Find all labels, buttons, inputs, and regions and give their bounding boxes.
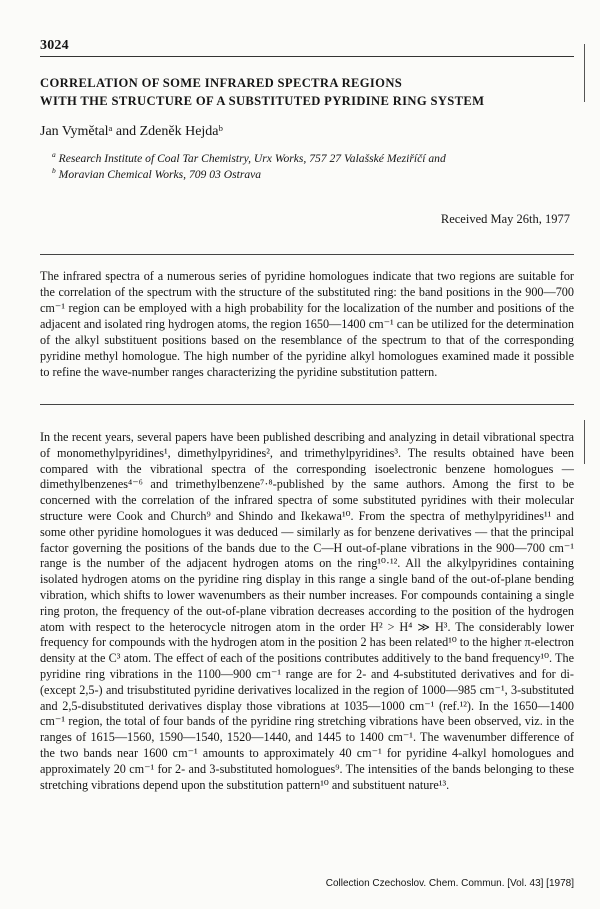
affiliation-mark: b [52,166,56,175]
affiliation-text: Research Institute of Coal Tar Chemistry, Urx Works, 757 27 Valašské Meziříčí and [58,151,446,165]
affiliation [52,150,446,165]
journal-footer: Collection Czechoslov. Chem. Commun. [Vol. 43] [1978] [325,878,574,889]
title-line: CORRELATION OF SOME INFRARED SPECTRA REGIONS [40,76,403,90]
scan-edge-line [584,420,585,464]
abstract-rule-top [40,254,574,255]
affiliation-text: Moravian Chemical Works, 709 03 Ostrava [58,167,262,181]
title-line: WITH THE STRUCTURE OF A SUBSTITUTED PYRIDINE RING SYSTEM [40,94,485,108]
article-title [40,74,580,110]
affiliation-mark: a [52,150,56,159]
scan-edge-line [584,44,585,102]
authors: Jan Vymětalᵃ and Zdeněk Hejdaᵇ [40,124,223,139]
affiliation [52,166,261,181]
header-rule [40,56,574,57]
page-number: 3024 [40,38,69,53]
body-text: In the recent years, several papers have been published describing and analyzing in detail vibrational spectra of monomethylpyridines¹, dimethylpyridines², and trimethylpyridines³. The results obtained have been compared with the vibrational spectra of the corresponding isoelectronic benzene homologues — dimethylbenzenes⁴⁻⁶ and trimethylbenzene⁷·⁸-published by the same authors. Among the first to be concerned with the correlation of the infrared spectra of some substituted pyridines with their molecular structure were Cook and Church⁹ and Shindo and Ikekawa¹⁰. From the spectra of methylpyridines¹¹ and some other pyridine homologues it was deduced — similarly as for benzene derivatives — that the principal factor governing the positions of the bands due to the C—H out-of-plane vibrations in the 900—700 cm⁻¹ range is the number of the adjacent hydrogen atoms on the ring¹⁰·¹². All the alkylpyridines containing isolated hydrogen atoms on the pyridine ring display in this range a single band of the out-of-plane bending vibration, which shifts to lower wavenumbers as their number increases. For compounds containing a single ring proton, the frequency of the out-of-plane vibration decreases according to the position of the hydrogen atom with respect to the heterocycle nitrogen atom in the order H² > H⁴ ≫ H³. The considerably lower frequency for compounds with the hydrogen atom in the position 2 has been related¹⁰ to the higher π-electron density at the C³ atom. The effect of each of the positions contributes additively to the band frequency¹⁰. The pyridine ring vibrations in the 1100—900 cm⁻¹ range are for 2- and 4-substituted derivatives and for di- (except 2,5-) and trisubstituted pyridine derivatives localized in the region of 1000—985 cm⁻¹, 3-substituted and 2,5-disubstituted derivatives display those vibrations at 1035—1000 cm⁻¹ (ref.¹²). In the 1650—1400 cm⁻¹ region, the total of four bands of the pyridine ring stretching vibrations have been observed, viz. in the ranges of 1615—1560, 1590—1540, 1520—1440, and 1445 to 1400 cm⁻¹. The wavenumber difference of the two bands near 1600 cm⁻¹ amounts to approximately 40 cm⁻¹ for pyridine 4-alkyl homologues and approximately 20 cm⁻¹ for 2- and 3-substituted homologues⁹. The intensities of the bands belonging to these stretching vibrations depend upon the substitution pattern¹⁰ and substituent nature¹³. [40,430,574,792]
abstract-rule-bottom [40,404,574,405]
abstract: The infrared spectra of a numerous series of pyridine homologues indicate that two regions are suitable for the correlation of the spectrum with the structure of the substituted ring: the band positions in the 900—700 cm⁻¹ region can be employed with a high probability for the localization of the number and positions of the adjacent and isolated ring hydrogen atoms, the region 1650—1400 cm⁻¹ can be utilized for the determination of the alkyl substituent positions based on the resemblance of the spectrum to that of the corresponding pyridine methyl homologue. The high number of the pyridine alkyl homologues examined made it possible to refine the wave-number ranges characterizing the pyridine substitution pattern. [40,269,574,379]
received-date: Received May 26th, 1977 [440,212,570,226]
